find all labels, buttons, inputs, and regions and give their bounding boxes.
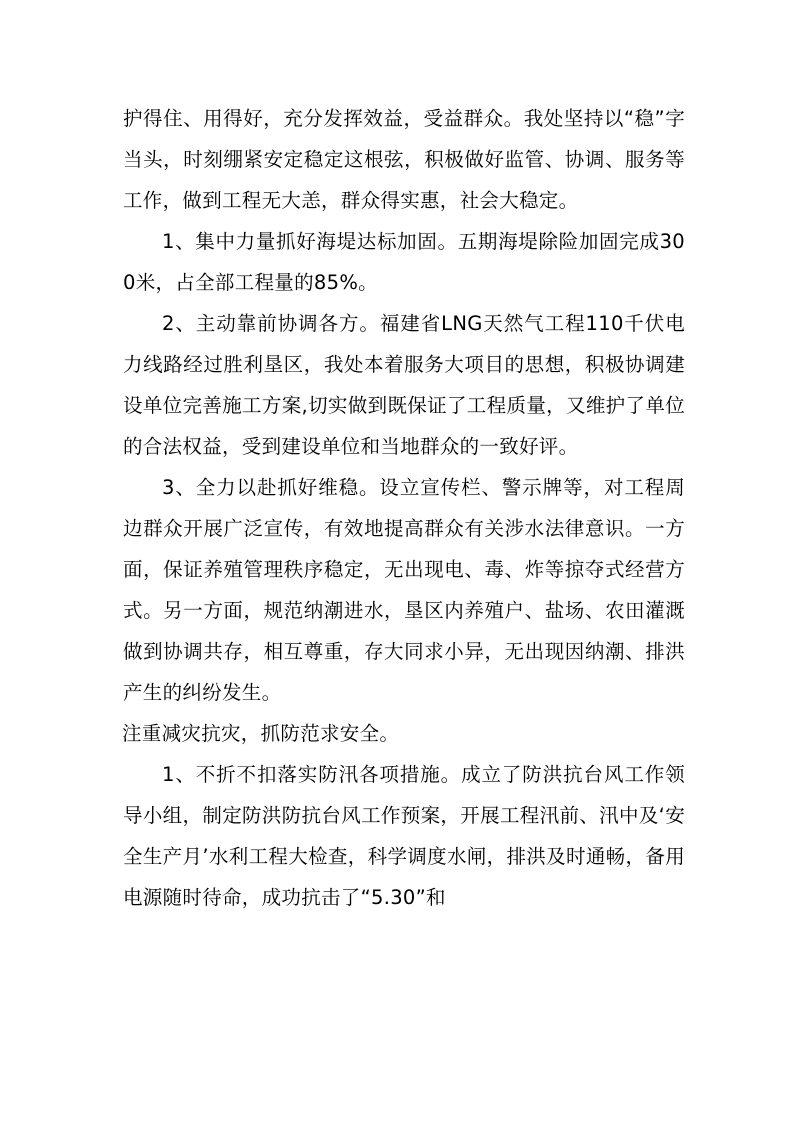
paragraph-stability: 3、全力以赴抓好维稳。设立宣传栏、警示牌等，对工程周边群众开展广泛宣传，有效地提高群众有关涉水法律意识。一方面，保证养殖管理秩序稳定，无出现电、毒、炸等掠夺式经营方式。另一方面，规范纳潮进水，垦区内养殖户、盐场、农田灌溉做到协调共存，相互尊重，存大同求小异，无出现因纳潮、排洪产生的纠纷发生。	[123, 476, 685, 704]
paragraph-coordination: 2、主动靠前协调各方。福建省LNG天然气工程110千伏电力线路经过胜利垦区，我处本着服务大项目的思想，积极协调建设单位完善施工方案,切实做到既保证了工程质量，又维护了单位的合法权益，受到建设单位和当地群众的一致好评。	[123, 312, 685, 458]
paragraph-seawall-reinforcement: 1、集中力量抓好海堤达标加固。五期海堤除险加固完成300米，占全部工程量的85%。	[123, 230, 685, 294]
paragraph-flood-prevention: 1、不折不扣落实防汛各项措施。成立了防洪抗台风工作领导小组，制定防洪防抗台风工作预案，开展工程汛前、汛中及‘安全生产月’水利工程大检查，科学调度水闸，排洪及时通畅，备用电源随时待命，成功抗击了“5.30”和	[123, 763, 685, 909]
section-heading-disaster-prevention: 注重减灾抗灾，抓防范求安全。	[122, 722, 400, 745]
paragraph-continuation: 护得住、用得好，充分发挥效益，受益群众。我处坚持以“稳”字当头，时刻绷紧安定稳定这根弦，积极做好监管、协调、服务等工作，做到工程无大恙，群众得实惠，社会大稳定。	[123, 107, 685, 212]
document-body	[123, 98, 685, 918]
